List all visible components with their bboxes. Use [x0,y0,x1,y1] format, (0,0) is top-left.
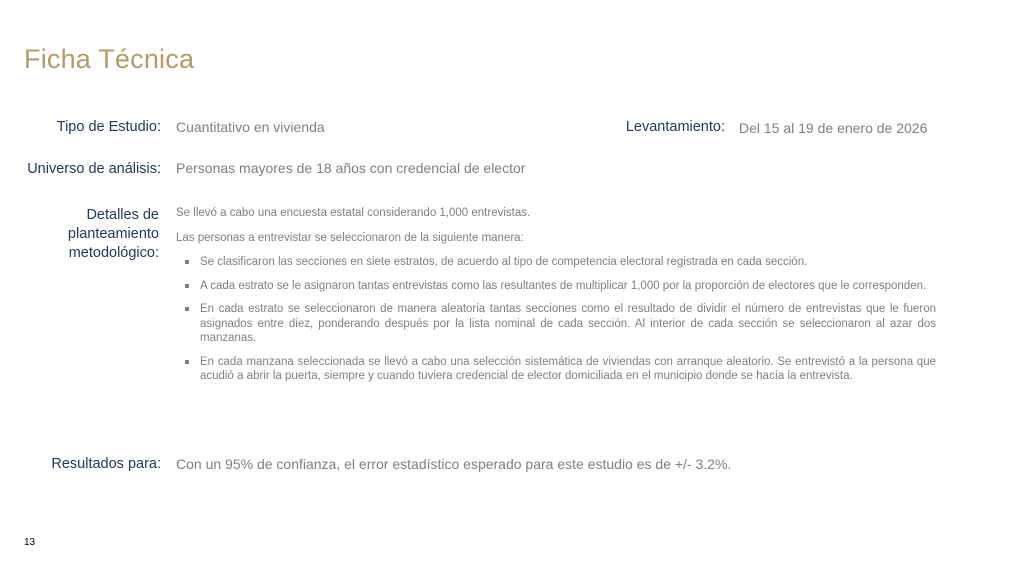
levantamiento-label: Levantamiento: [625,119,725,135]
detalles-label-line-3: metodológico: [68,245,159,261]
universo-value: Personas mayores de 18 años con credencial de elector [176,160,526,176]
detalles-bullets [176,255,936,384]
list-item: Se clasificaron las secciones en siete estratos, de acuerdo al tipo de competencia electoral registrada en cada sección. [176,255,936,270]
list-item: A cada estrato se le asignaron tantas entrevistas como las resultantes de multiplicar 1,000 por la proporción de electores que le corresponden. [176,279,936,294]
detalles-label-line-1: Detalles de [86,207,159,223]
detalles-label-line-2: planteamiento [67,226,159,242]
page-title: Ficha Técnica [24,44,195,74]
list-item: En cada manzana seleccionada se llevó a cabo una selección sistemática de viviendas con arranque aleatorio. Se entrevistó a la persona que acudió a abrir la puerta, siempre y cuando tuviera credencial de elector domiciliada en el municipio donde se hacía la entrevista. [176,355,936,384]
page-number: 13 [24,537,36,548]
detalles-sub-intro: Las personas a entrevistar se seleccionaron de la siguiente manera: [176,231,524,244]
list-item: En cada estrato se seleccionaron de manera aleatoria tantas secciones como el resultado de dividir el número de entrevistas que le fueron asignados entre diez, ponderando después por la lista nominal de cada sección. Al interior de cada sección se seleccionaron al azar dos manzanas. [176,302,936,346]
resultados-label: Resultados para: [51,456,161,472]
levantamiento-value: Del 15 al 19 de enero de 2026 [739,120,928,136]
universo-label: Universo de análisis: [27,161,161,177]
detalles-intro: Se llevó a cabo una encuesta estatal considerando 1,000 entrevistas. [176,207,531,219]
resultados-value: Con un 95% de confianza, el error estadístico esperado para este estudio es de +/- 3.2%. [176,456,732,472]
detalles-label [20,206,159,263]
detalles-content [176,206,936,384]
tipo-estudio-value: Cuantitativo en vivienda [176,119,325,135]
tipo-estudio-label: Tipo de Estudio: [56,119,161,135]
